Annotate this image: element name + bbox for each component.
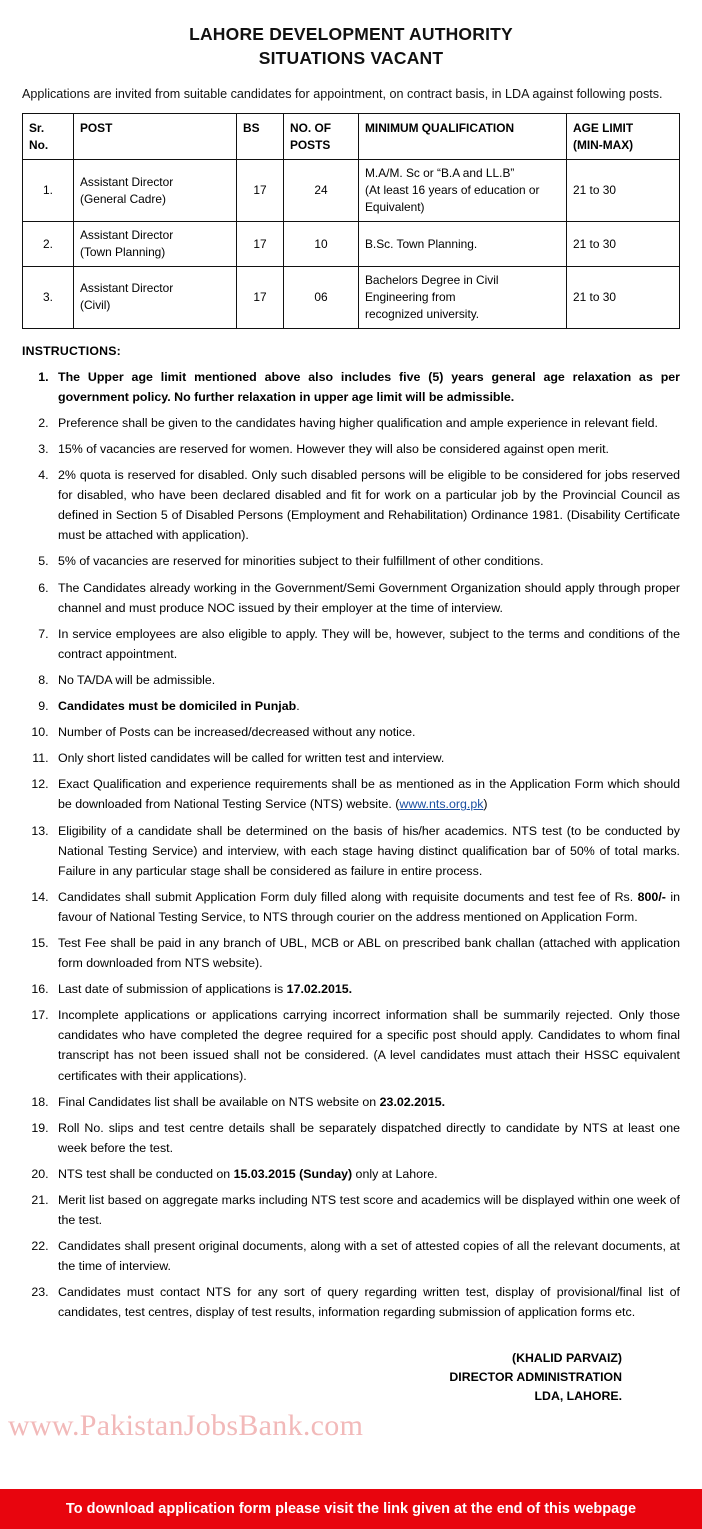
instruction-text: 5% of vacancies are reserved for minorities subject to their fulfillment of other conditions. [58, 554, 544, 569]
instruction-text-bold: 15.03.2015 (Sunday) [233, 1166, 353, 1181]
column-header-age-limit [567, 113, 680, 160]
list-item [52, 670, 680, 690]
column-header-sr-line1: Sr. [29, 120, 45, 135]
list-item [52, 696, 680, 716]
footer-text: To download application form please visit the link given at the end of this webpage [65, 1501, 637, 1517]
list-item [52, 367, 680, 407]
list-item [52, 887, 680, 927]
cell-qualification-line2: (At least 16 years of education or [365, 183, 540, 198]
cell-no-of-posts: 10 [284, 222, 359, 267]
list-item [52, 1005, 680, 1085]
list-item [52, 578, 680, 618]
cell-post-line1: Assistant Director [80, 174, 174, 189]
table-row [23, 222, 680, 267]
cell-post-line2: (General Cadre) [80, 191, 166, 206]
instruction-text-before: Final Candidates list shall be available on NTS website on [58, 1094, 380, 1109]
list-item [52, 722, 680, 742]
instruction-text: Preference shall be given to the candidates having higher qualification and ample experience in relevant field. [58, 415, 658, 430]
cell-bs: 17 [237, 267, 284, 329]
column-header-age-line2: (MIN-MAX) [573, 137, 634, 152]
list-item [52, 774, 680, 814]
cell-sr: 3. [23, 267, 74, 329]
signatory-office: LDA, LAHORE. [534, 1388, 622, 1403]
instruction-text: Eligibility of a candidate shall be determined on the basis of his/her academics. NTS test (to be conducted by National Testing Service) and interview, with each stage having distinct qualification bar of 50% of total marks. Failure in any particular stage shall be considered as failure in entire process. [58, 823, 680, 878]
instruction-text-bold: 800/- [637, 889, 666, 904]
column-header-qualification: MINIMUM QUALIFICATION [359, 113, 567, 160]
instruction-text: Candidates shall present original documents, along with a set of attested copies of all the relevant documents, at the time of interview. [58, 1239, 680, 1274]
instruction-text: Test Fee shall be paid in any branch of UBL, MCB or ABL on prescribed bank challan (attached with application form downloaded from NTS website). [58, 935, 680, 971]
instruction-text-after: only at Lahore. [352, 1166, 438, 1181]
cell-post [74, 222, 237, 267]
signature-block [22, 1349, 680, 1406]
instruction-text: Only short listed candidates will be called for written test and interview. [58, 751, 445, 766]
instruction-text: Candidates must contact NTS for any sort of query regarding written test, display of provisional/final list of candidates, test centres, display of test results, information regarding submission of application forms etc. [58, 1285, 680, 1320]
signatory-name: (KHALID PARVAIZ) [512, 1350, 622, 1365]
instruction-link-prefix: ( [395, 797, 400, 812]
cell-qualification [359, 160, 567, 222]
cell-qualification-line1: M.A/M. Sc or “B.A and LL.B” [365, 166, 515, 181]
cell-no-of-posts: 24 [284, 160, 359, 222]
list-item [52, 1236, 680, 1276]
list-item [52, 465, 680, 545]
column-header-posts-line2: POSTS [290, 137, 331, 152]
list-item [52, 1092, 680, 1112]
instruction-text: Merit list based on aggregate marks including NTS test score and academics will be displayed within one week of the test. [58, 1193, 680, 1228]
intro-paragraph: Applications are invited from suitable candidates for appointment, on contract basis, in LDA against following posts. [22, 87, 663, 102]
list-item [52, 1164, 680, 1184]
instruction-text-bold: 17.02.2015. [286, 982, 353, 997]
cell-qualification-line3: Equivalent) [365, 200, 425, 215]
instruction-text: The Upper age limit mentioned above also includes five (5) years general age relaxation as per government policy. No further relaxation in upper age limit will be admissible. [58, 369, 680, 404]
signatory-designation: DIRECTOR ADMINISTRATION [449, 1369, 622, 1384]
bottom-spacer [22, 1406, 680, 1458]
cell-sr: 2. [23, 222, 74, 267]
instruction-text: In service employees are also eligible to apply. They will be, however, subject to the terms and conditions of the contract appointment. [58, 626, 680, 661]
list-item [52, 748, 680, 768]
list-item [52, 979, 680, 999]
list-item [52, 1118, 680, 1158]
cell-qualification-line1: B.Sc. Town Planning. [365, 236, 478, 251]
instructions-list [22, 367, 680, 1323]
cell-qualification [359, 267, 567, 329]
watermark: www.PakistanJobsBank.com [8, 1409, 364, 1442]
cell-no-of-posts: 06 [284, 267, 359, 329]
list-item [52, 413, 680, 433]
instruction-text: Exact Qualification and experience requirements shall be as mentioned as in the Application Form which should be downloaded from National Testing Service (NTS) website. [58, 777, 680, 812]
footer-banner [0, 1489, 702, 1529]
posts-table [22, 113, 680, 329]
column-header-age-line1: AGE LIMIT [573, 120, 634, 135]
column-header-post: POST [74, 113, 237, 160]
cell-sr: 1. [23, 160, 74, 222]
table-row [23, 267, 680, 329]
cell-post-line2: (Civil) [80, 298, 111, 313]
instruction-text-bold: 23.02.2015. [379, 1094, 446, 1109]
cell-age-limit: 21 to 30 [567, 222, 680, 267]
instruction-link-suffix: ) [483, 797, 488, 812]
list-item [52, 821, 680, 881]
instructions-title: INSTRUCTIONS: [22, 343, 121, 358]
posts-table-head [23, 113, 680, 160]
cell-bs: 17 [237, 222, 284, 267]
instruction-text: The Candidates already working in the Government/Semi Government Organization should apply through proper channel and must produce NOC issued by their employer at the time of interview. [58, 580, 680, 615]
column-header-bs: BS [237, 113, 284, 160]
cell-qualification-line1: Bachelors Degree in Civil Engineering from [365, 273, 499, 304]
nts-website-link[interactable]: www.nts.org.pk [399, 797, 484, 812]
list-item [52, 933, 680, 973]
instruction-text-before: Last date of submission of applications is [58, 982, 287, 997]
column-header-sr-line2: No. [29, 137, 49, 152]
cell-post-line2: (Town Planning) [80, 245, 166, 260]
table-header-row [23, 113, 680, 160]
cell-post [74, 160, 237, 222]
list-item [52, 1282, 680, 1322]
instruction-text: Incomplete applications or applications carrying incorrect information shall be summarily rejected. Only those candidates who have completed the degree required for a specific post should apply. Candidates to whom final transcript has not been issued shall not be considered. (A level candidates must attach their HSSC equivalent certificates with their applications). [58, 1008, 680, 1083]
instruction-text: 15% of vacancies are reserved for women. However they will also be considered against open merit. [58, 442, 609, 457]
instruction-text-after: in favour of National Testing Service, to NTS through courier on the address mentioned on Application Form. [58, 889, 680, 924]
instruction-text: 2% quota is reserved for disabled. Only such disabled persons will be eligible to be considered for jobs reserved for disabled, who have been declared disabled and fit for work on a particular job by the Provincial Council as defined in Section 5 of Disabled Persons (Employment and Rehabilitation) Ordinance 1981. (Disability Certificate must be attached with application). [58, 468, 680, 543]
list-item [52, 624, 680, 664]
instruction-text-before: NTS test shall be conducted on [58, 1166, 234, 1181]
cell-post-line1: Assistant Director [80, 228, 174, 243]
column-header-no-of-posts [284, 113, 359, 160]
page-subtitle: SITUATIONS VACANT [258, 48, 444, 69]
table-row [23, 160, 680, 222]
cell-age-limit: 21 to 30 [567, 160, 680, 222]
list-item [52, 439, 680, 459]
cell-post [74, 267, 237, 329]
instruction-text-before: Candidates shall submit Application Form duly filled along with requisite documents and test fee of Rs. [58, 889, 638, 904]
instruction-text: Roll No. slips and test centre details shall be separately dispatched directly to candidate by NTS at least one week before the test. [58, 1120, 680, 1155]
instruction-text-tail: . [296, 699, 300, 714]
cell-qualification [359, 222, 567, 267]
instruction-text: Number of Posts can be increased/decreased without any notice. [58, 725, 416, 740]
cell-post-line1: Assistant Director [80, 281, 174, 296]
cell-bs: 17 [237, 160, 284, 222]
instruction-text: No TA/DA will be admissible. [58, 672, 216, 687]
cell-qualification-line2: recognized university. [365, 306, 480, 321]
instruction-text-bold: Candidates must be domiciled in Punjab [58, 699, 297, 714]
organization-title: LAHORE DEVELOPMENT AUTHORITY [189, 24, 513, 44]
list-item [52, 551, 680, 571]
page-header [22, 22, 680, 70]
column-header-posts-line1: NO. OF [290, 120, 331, 135]
list-item [52, 1190, 680, 1230]
column-header-sr [23, 113, 74, 160]
cell-age-limit: 21 to 30 [567, 267, 680, 329]
posts-table-body [23, 160, 680, 328]
